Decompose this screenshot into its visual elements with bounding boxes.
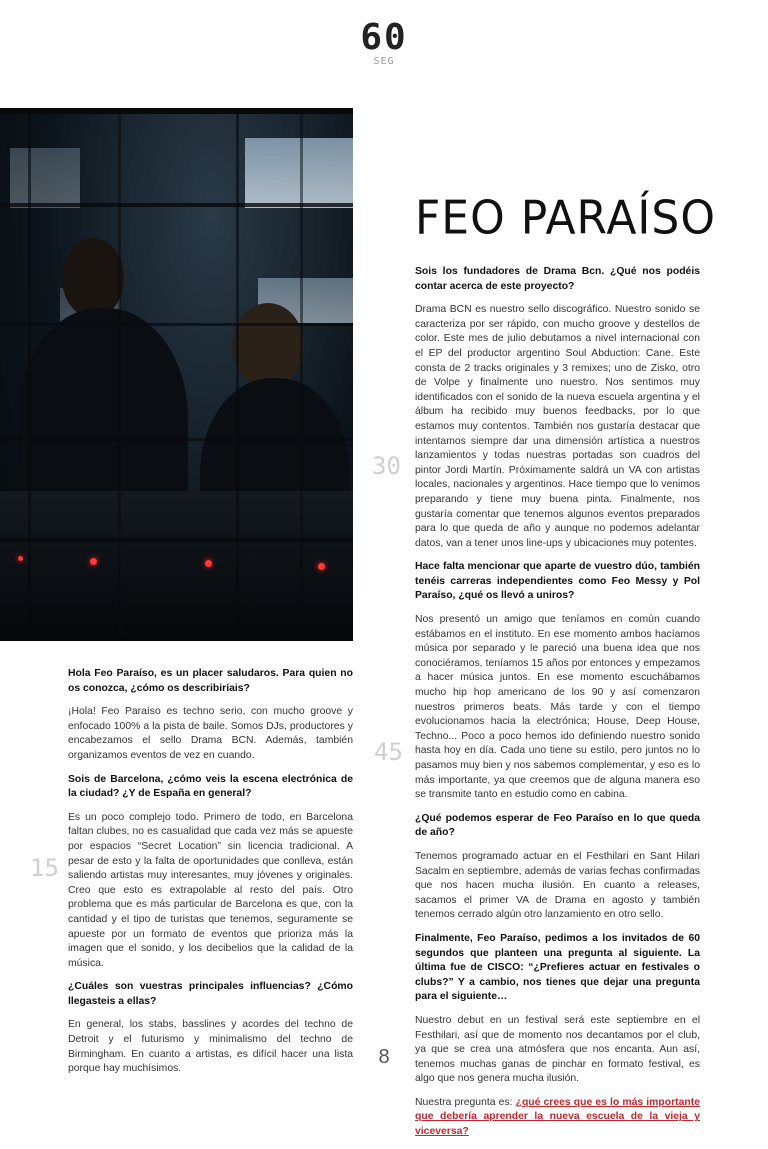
timecode-marker-15: 15 xyxy=(30,854,59,882)
final-question xyxy=(415,1096,700,1140)
answer: Nos presentó un amigo que teníamos en común cuando estábamos en el instituto. En ese momento ambos hacíamos música por separado y le pareció una buena idea que nos conociéramos, teníamos 15 años por entonces y empezamos a hacer música juntos. En ese momento escuchábamos mucho hip hop americano de los 90 y así comenzaron nuestros primeros beats. Más tarde y con el tiempo evolucionamos hacia la electrónica; House, Deep House, Techno... Poco a poco hemos ido definiendo nuestro sonido hasta hoy en día. Cada uno tiene su estilo, pero juntos no lo pasamos muy bien y nos sabemos complementar, y eso es lo más importante, ya que creemos que de alguna manera eso se transmite tanto en estudio como en cabina. xyxy=(415,614,700,801)
question: Hola Feo Paraíso, es un placer saludaros. Para quien no os conozca, ¿cómo os describiríais? xyxy=(68,668,353,694)
answer: Es un poco complejo todo. Primero de todo, en Barcelona faltan clubes, no es casualidad que cada vez más se apueste por espacios “Secret Location” sin licencia tradicional. A pesar de esto y la falta de oportunidades que conlleva, están saliendo artistas muy interesantes, muy jóvenes y originales. Creo que esto es extrapolable al resto del país. Otro problema que es más particular de Barcelona es que, con la cantidad y el tipo de turistas que tenemos, seguramente se apueste por un formato de eventos que prioriza más la imagen que el sonido, y los decibelios que la calidad de la música. xyxy=(68,811,353,969)
page-number: 8 xyxy=(378,1046,390,1068)
answer: ¡Hola! Feo Paraíso es techno serio, con mucho groove y enfocado 100% a la pista de baile. Somos DJs, productores y encabezamos el sello Drama BCN. Además, también organizamos eventos de vez en cuando. xyxy=(68,706,353,761)
question: ¿Cuáles son vuestras principales influencias? ¿Cómo llegasteis a ellas? xyxy=(68,981,353,1007)
answer: Tenemos programado actuar en el Festhilari en Sant Hilari Sacalm en septiembre, además de varias fechas confirmadas que nos hacen mucha ilusión. En cuanto a releases, sacamos el primer VA de Drama en agosto y también tenemos cerrado algún otro lanzamiento en otro sello. xyxy=(415,850,700,921)
answer: Nuestro debut en un festival será este septiembre en el Festhilari, así que de momento nos decantamos por el club, ya que se crea una atmósfera que nos encanta. Aun así, tenemos muchas ganas de pinchar en formato festival, es algo que nos genera mucha ilusión. xyxy=(415,1014,700,1085)
left-column xyxy=(68,667,353,1086)
final-question-prefix: Nuestra pregunta es: xyxy=(415,1096,516,1108)
timecode-marker-30: 30 xyxy=(372,452,401,480)
logo-number: 60 xyxy=(360,17,408,58)
question: ¿Qué podemos esperar de Feo Paraíso en lo que queda de año? xyxy=(415,812,700,839)
question: Hace falta mencionar que aparte de vuestro dúo, también tenéis carreras independientes como Feo Messy y Pol Paraíso, ¿qué os llevó a uniros? xyxy=(415,561,700,602)
question: Sois los fundadores de Drama Bcn. ¿Qué nos podéis contar acerca de este proyecto? xyxy=(415,266,700,292)
article-title: FEO PARAÍSO xyxy=(415,191,716,246)
final-question-highlight: ¿qué crees que es lo más importante que debería aprender la nueva escuela de la vieja y viceversa? xyxy=(415,1096,700,1138)
magazine-logo xyxy=(0,18,768,67)
answer: Drama BCN es nuestro sello discográfico. Nuestro sonido se caracteriza por ser rápido, con mucho groove y destellos de color. Este mes de julio debutamos a nivel internacional con el EP del productor argentino Soul Abduction: Cane. Este consta de 2 tracks originales y 3 remixes; uno de Zisko, otro de Volpe y finalmente uno nuestro. Nos sentimos muy identificados con el sonido de la nueva escuela argentina y el álbum ha recibido muy buenos feedbacks, por lo que estamos muy contentos. También nos gustaría destacar que intentamos siempre dar una dimensión artística a nuestros lanzamientos y todas nuestras portadas son cuadros del pintor Jordi Martín. Próximamente saldrá un VA con artistas locales, nacionales y argentinos. Hace tiempo que lo venimos preparando y tiene muy buena pinta. Finalmente, nos gustaría comentar que tenemos algunos eventos preparados para lo que queda de año y aunque no podemos adelantar datos, van a tener unos line-ups y ubicaciones muy potentes. xyxy=(415,304,700,549)
question: Sois de Barcelona, ¿cómo veis la escena electrónica de la ciudad? ¿Y de España en general? xyxy=(68,773,353,800)
artist-photo xyxy=(0,108,353,641)
question: Finalmente, Feo Paraíso, pedimos a los invitados de 60 segundos que planteen una pregunta al siguiente. La última fue de CISCO: “¿Prefieres actuar en festivales o clubs?” Y a cambio, nos tienes que dejar una pregunta para el siguiente… xyxy=(415,932,700,1003)
timecode-marker-45: 45 xyxy=(374,738,403,766)
answer: En general, los stabs, basslines y acordes del techno de Detroit y el futurismo y minimalismo del techno de Birmingham. En cuanto a artistas, es difícil hacer una lista porque hay muchísimos. xyxy=(68,1019,353,1075)
right-column xyxy=(415,265,700,1149)
logo-subtitle: SEG xyxy=(373,56,395,67)
